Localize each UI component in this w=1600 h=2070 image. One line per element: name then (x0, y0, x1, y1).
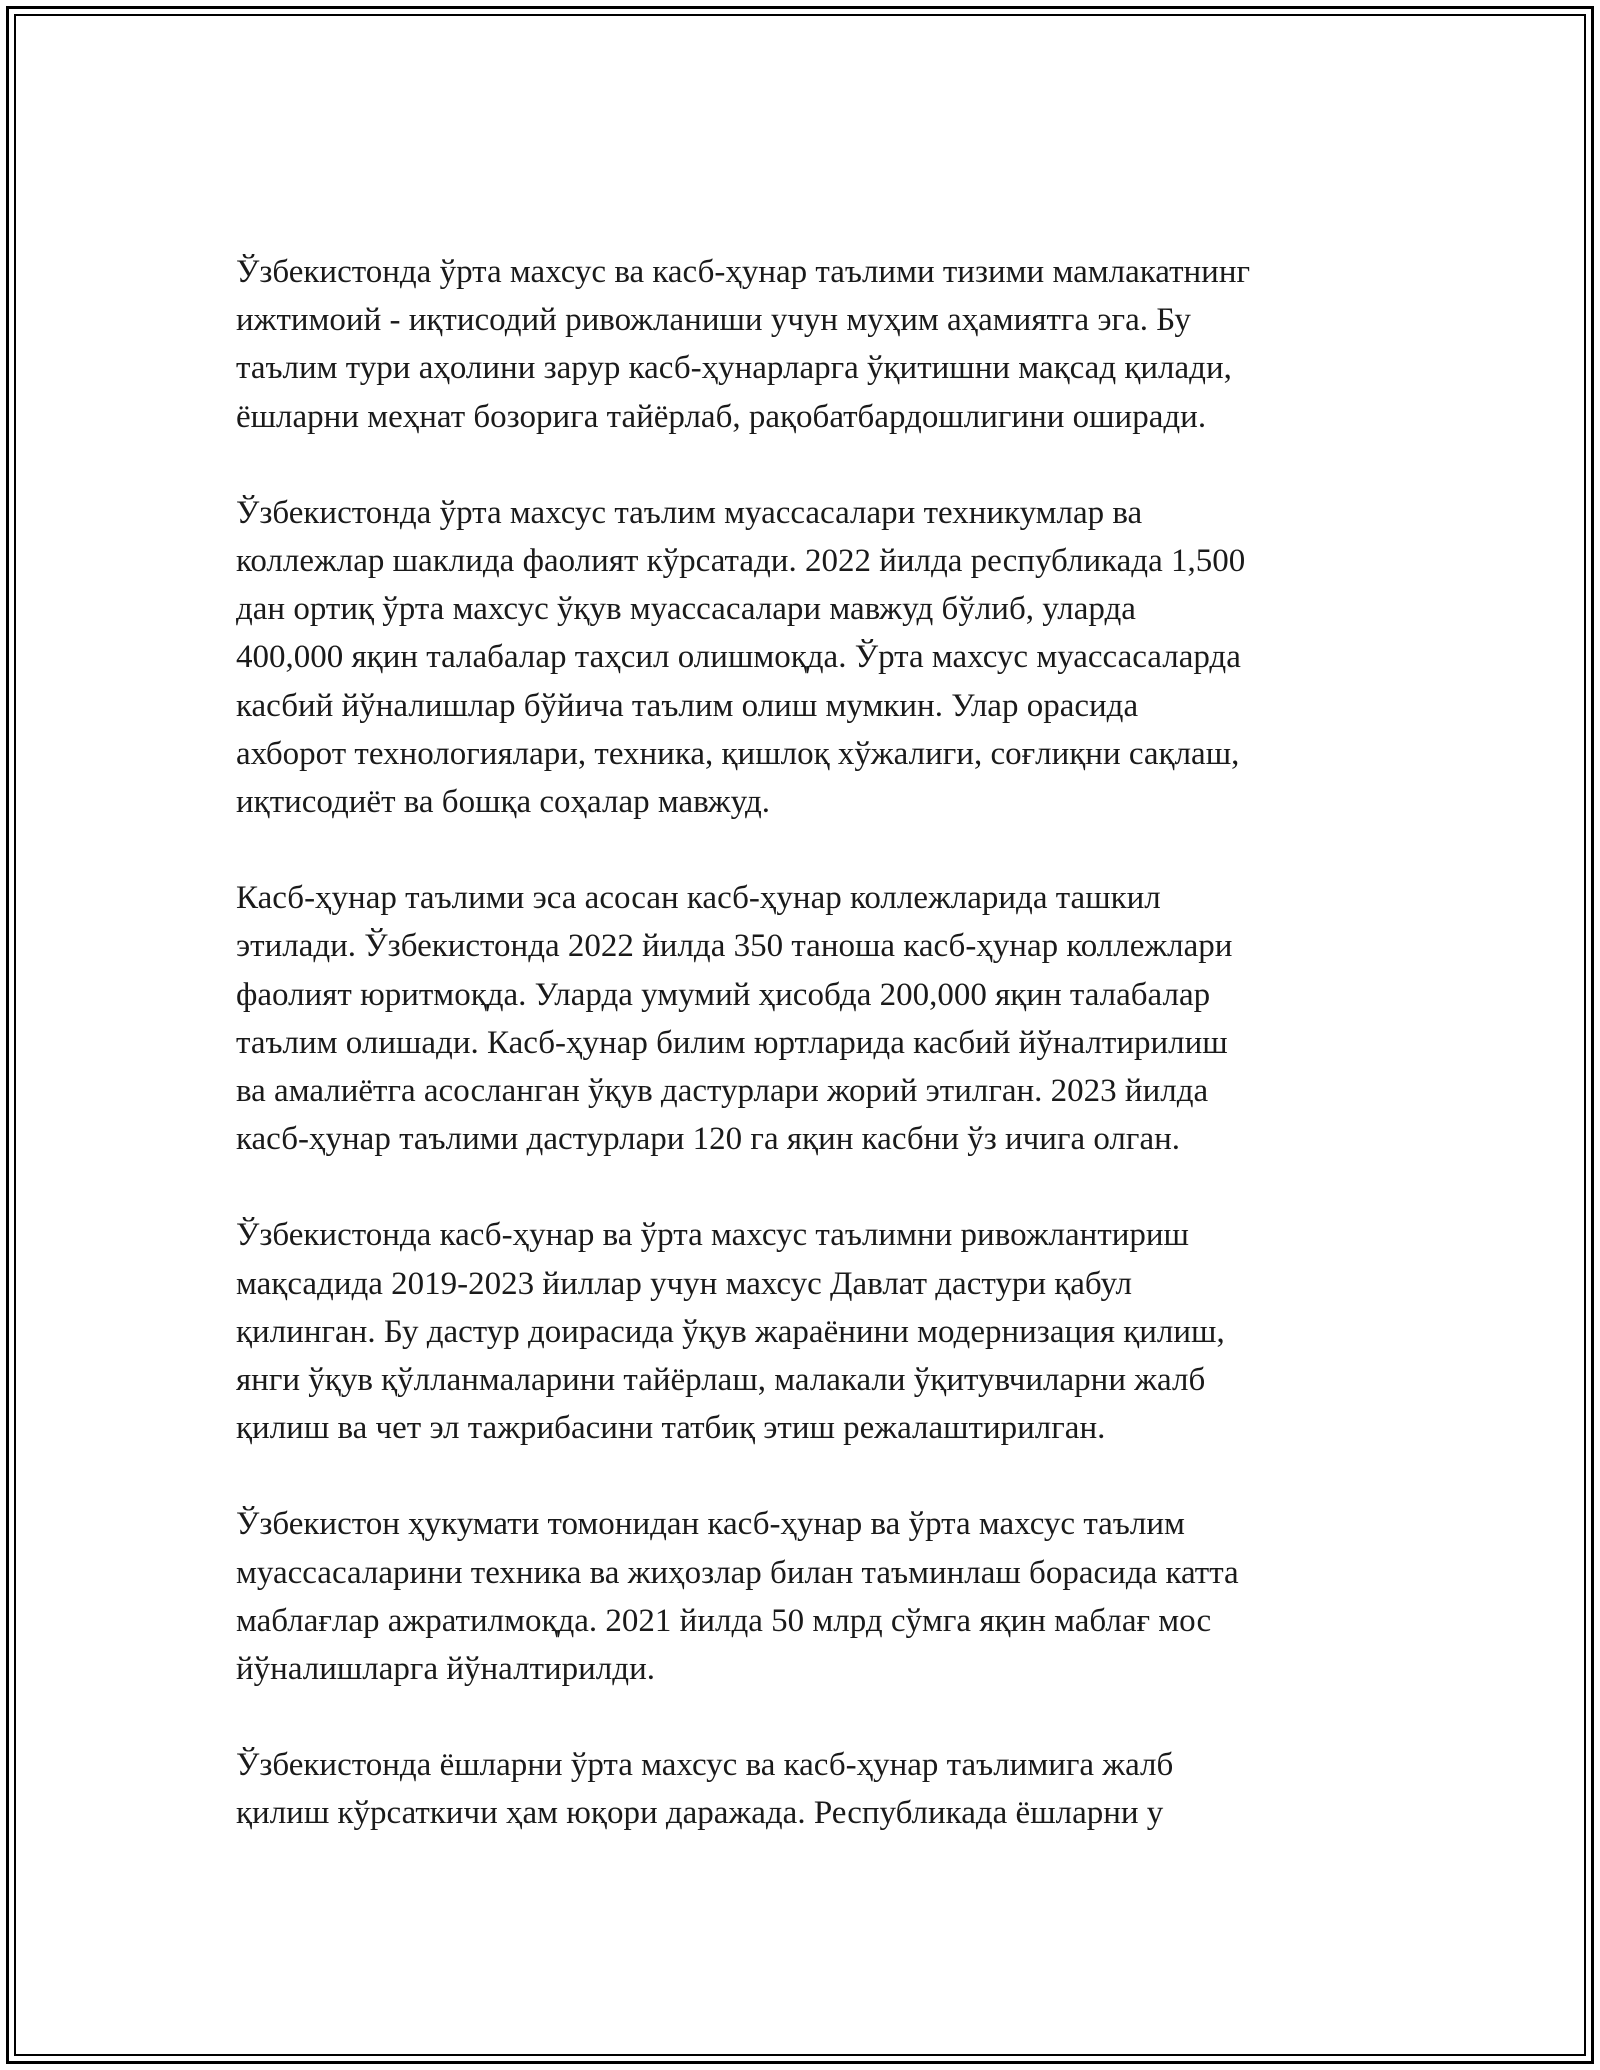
document-body (236, 248, 1376, 1886)
paragraph-6: Ўзбекистонда ёшларни ўрта махсус ва касб-ҳунар таълимига жалб қилиш кўрсаткичи ҳам юқори даражада. Республикада ёшларни у (236, 1747, 1174, 1832)
paragraph-5: Ўзбекистон ҳукумати томонидан касб-ҳунар ва ўрта махсус таълим муассасаларини техника ва жиҳозлар билан таъминлаш борасида катта маблағлар ажратилмоқда. 2021 йилда 50 млрд сўмга яқин маблағ мос йўналишларга йўналтирилди. (236, 1506, 1239, 1688)
paragraph-3: Касб-ҳунар таълими эса асосан касб-ҳунар коллежларида ташкил этилади. Ўзбекистонда 2022 йилда 350 таноша касб-ҳунар коллежлари фаолият юритмоқда. Уларда умумий ҳисобда 200,000 яқин талабалар таълим олишади. Касб-ҳунар билим юртларида касбий йўналтирилиш ва амалиётга асосланган ўқув дастурлари жорий этилган. 2023 йилда касб-ҳунар таълими дастурлари 120 га яқин касбни ўз ичига олган. (236, 880, 1233, 1158)
paragraph-1: Ўзбекистонда ўрта махсус ва касб-ҳунар таълими тизими мамлакатнинг ижтимоий - иқтисодий ривожланиши учун муҳим аҳамиятга эга. Бу таълим тури аҳолини зарур касб-ҳунарларга ўқитишни мақсад қилади, ёшларни меҳнат бозорига тайёрлаб, рақобатбардошлигини оширади. (236, 254, 1251, 435)
paragraph-4: Ўзбекистонда касб-ҳунар ва ўрта махсус таълимни ривожлантириш мақсадида 2019-2023 йиллар учун махсус Давлат дастури қабул қилинган. Бу дастур доирасида ўқув жараёнини модернизация қилиш, янги ўқув қўлланмаларини тайёрлаш, малакали ўқитувчиларни жалб қилиш ва чет эл тажрибасини татбиқ этиш режалаштирилган. (236, 1217, 1225, 1447)
paragraph-2: Ўзбекистонда ўрта махсус таълим муассасалари техникумлар ва коллежлар шаклида фаолият кўрсатади. 2022 йилда республикада 1,500 дан ортиқ ўрта махсус ўқув муассасалари мавжуд бўлиб, уларда 400,000 яқин талабалар таҳсил олишмоқда. Ўрта махсус муассасаларда касбий йўналишлар бўйича таълим олиш мумкин. Улар орасида ахборот технологиялари, техника, қишлоқ хўжалиги, соғлиқни сақлаш, иқтисодиёт ва бошқа соҳалар мавжуд. (236, 494, 1246, 821)
